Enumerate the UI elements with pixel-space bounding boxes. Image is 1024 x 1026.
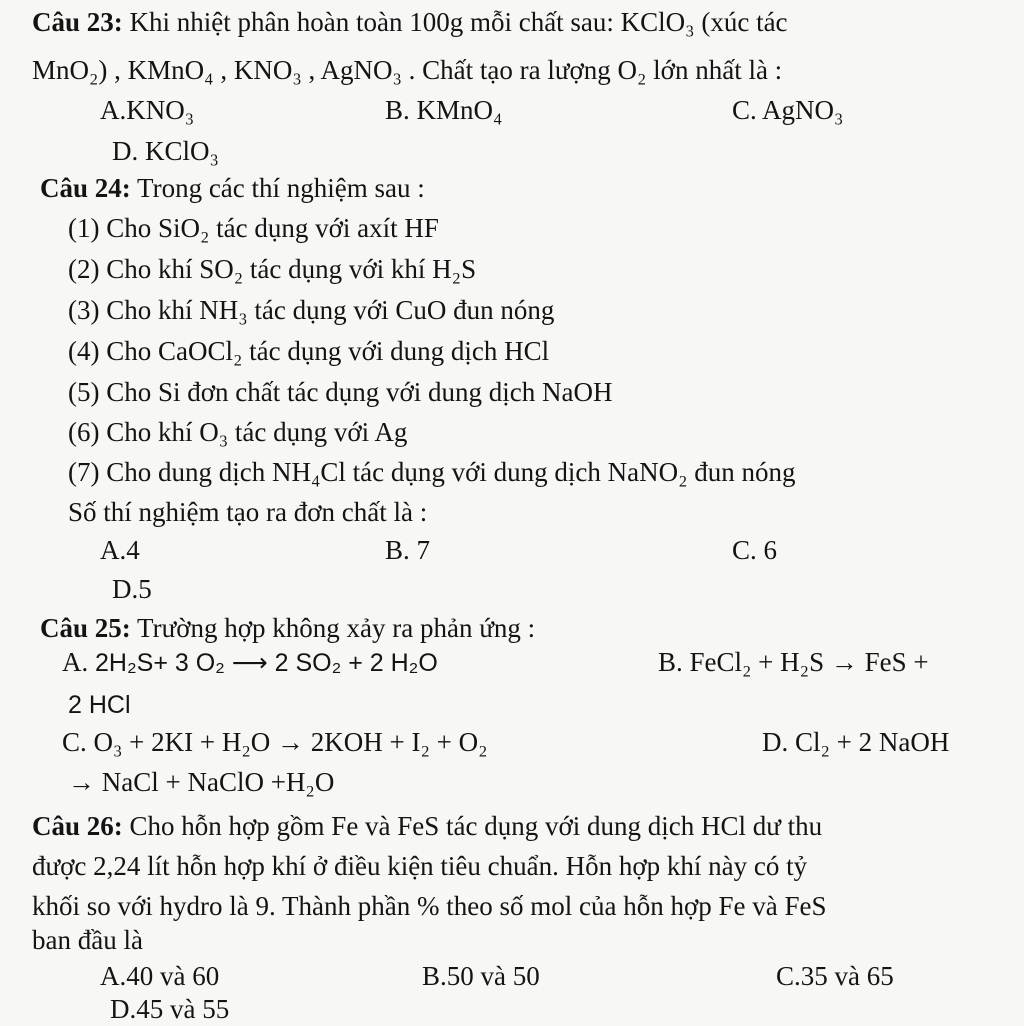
q25-option-a-label: A. xyxy=(62,647,89,677)
q26-line2: được 2,24 lít hỗn hợp khí ở điều kiện tiêu chuẩn. Hỗn hợp khí này có tỷ xyxy=(32,851,808,881)
q24-title: Trong các thí nghiệm sau : xyxy=(137,173,425,203)
q23-option-a: A.KNO₃ xyxy=(100,95,195,125)
q24-question: Số thí nghiệm tạo ra đơn chất là : xyxy=(68,497,428,527)
q24-item-7: (7) Cho dung dịch NH₄Cl tác dụng với dung dịch NaNO₂ đun nóng xyxy=(68,457,796,487)
q26-line1 xyxy=(32,806,822,846)
q23-option-d: D. KClO₃ xyxy=(112,136,219,166)
q26-text-1: Cho hỗn hợp gồm Fe và FeS tác dụng với dung dịch HCl dư thu xyxy=(129,811,823,841)
q25-option-a-line xyxy=(62,642,438,683)
q24-item-4: (4) Cho CaOCl₂ tác dụng với dung dịch HCl xyxy=(68,336,550,366)
q26-option-c: C.35 và 65 xyxy=(776,961,894,991)
q23-option-c: C. AgNO₃ xyxy=(732,95,844,125)
q24-number: Câu 24: xyxy=(40,173,131,203)
q24-option-d: D.5 xyxy=(112,574,152,604)
q24-item-6: (6) Cho khí O₃ tác dụng với Ag xyxy=(68,417,408,447)
q25-option-d: D. Cl₂ + 2 NaOH xyxy=(762,727,950,757)
q25-option-b-cont: 2 HCl xyxy=(68,691,131,719)
q26-option-d: D.45 và 55 xyxy=(110,994,230,1024)
q25-title: Trường hợp không xảy ra phản ứng : xyxy=(137,613,536,643)
q25-option-d-cont: → NaCl + NaClO +H₂O xyxy=(68,767,335,797)
q24-title-line xyxy=(40,168,425,208)
q24-item-2: (2) Cho khí SO₂ tác dụng với khí H₂S xyxy=(68,254,477,284)
q24-option-a: A.4 xyxy=(100,535,140,565)
q24-item-3: (3) Cho khí NH₃ tác dụng với CuO đun nóng xyxy=(68,295,555,325)
q24-option-b: B. 7 xyxy=(385,535,431,565)
q23-line2: MnO₂) , KMnO₄ , KNO₃ , AgNO₃ . Chất tạo ra lượng O₂ lớn nhất là : xyxy=(32,55,783,85)
q26-line4: ban đầu là xyxy=(32,925,143,955)
q24-option-c: C. 6 xyxy=(732,535,778,565)
q26-option-b: B.50 và 50 xyxy=(422,961,540,991)
q23-option-b: B. KMnO₄ xyxy=(385,95,503,125)
q23-text-1: Khi nhiệt phân hoàn toàn 100g mỗi chất sau: KClO₃ (xúc tác xyxy=(129,7,788,37)
q26-number: Câu 26: xyxy=(32,811,123,841)
q25-number: Câu 25: xyxy=(40,613,131,643)
q26-line3: khối so với hydro là 9. Thành phần % theo số mol của hỗn hợp Fe và FeS xyxy=(32,891,827,921)
q24-item-5: (5) Cho Si đơn chất tác dụng với dung dịch NaOH xyxy=(68,377,613,407)
q25-option-b: B. FeCl₂ + H₂S → FeS + xyxy=(658,647,929,677)
q23-line1 xyxy=(32,2,788,42)
q26-option-a: A.40 và 60 xyxy=(100,961,220,991)
q25-option-a: 2H₂S+ 3 O₂ ⟶ 2 SO₂ + 2 H₂O xyxy=(95,649,438,677)
q24-item-1: (1) Cho SiO₂ tác dụng với axít HF xyxy=(68,213,439,243)
q23-number: Câu 23: xyxy=(32,7,123,37)
q25-option-c: C. O₃ + 2KI + H₂O → 2KOH + I₂ + O₂ xyxy=(62,727,488,757)
